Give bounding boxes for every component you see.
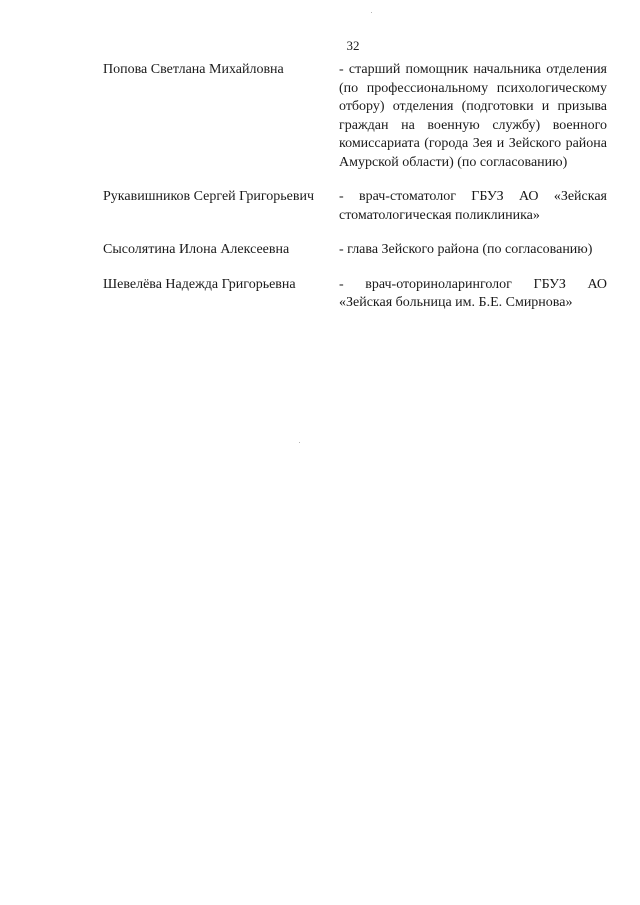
member-role: - старший помощник начальника отделения (по профессиональному психологическому отбору) отделения (подготовки и призыва граждан на военную службу) военного комиссариата (города Зея и Зейского района Амурской области) (по согласованию) (339, 62, 607, 170)
member-role: - врач-стоматолог ГБУЗ АО «Зейская стоматологическая поликлиника» (339, 189, 607, 223)
scan-speck (371, 12, 372, 13)
member-entry (103, 61, 607, 172)
member-role: - врач-оториноларинголог ГБУЗ АО «Зейская больница им. Б.Е. Смирнова» (339, 276, 607, 310)
member-entry (103, 188, 607, 225)
member-entry (103, 276, 607, 313)
scan-speck (299, 442, 300, 443)
member-name: Рукавишников Сергей Григорьевич (103, 189, 314, 204)
member-name: Сысолятина Илона Алексеевна (103, 242, 290, 257)
member-name: Попова Светлана Михайловна (103, 62, 284, 77)
member-list (103, 61, 607, 329)
member-role: - глава Зейского района (по согласованию) (339, 242, 593, 257)
member-name: Шевелёва Надежда Григорьевна (103, 276, 296, 292)
page-number: 32 (346, 38, 360, 53)
member-entry (103, 241, 607, 260)
